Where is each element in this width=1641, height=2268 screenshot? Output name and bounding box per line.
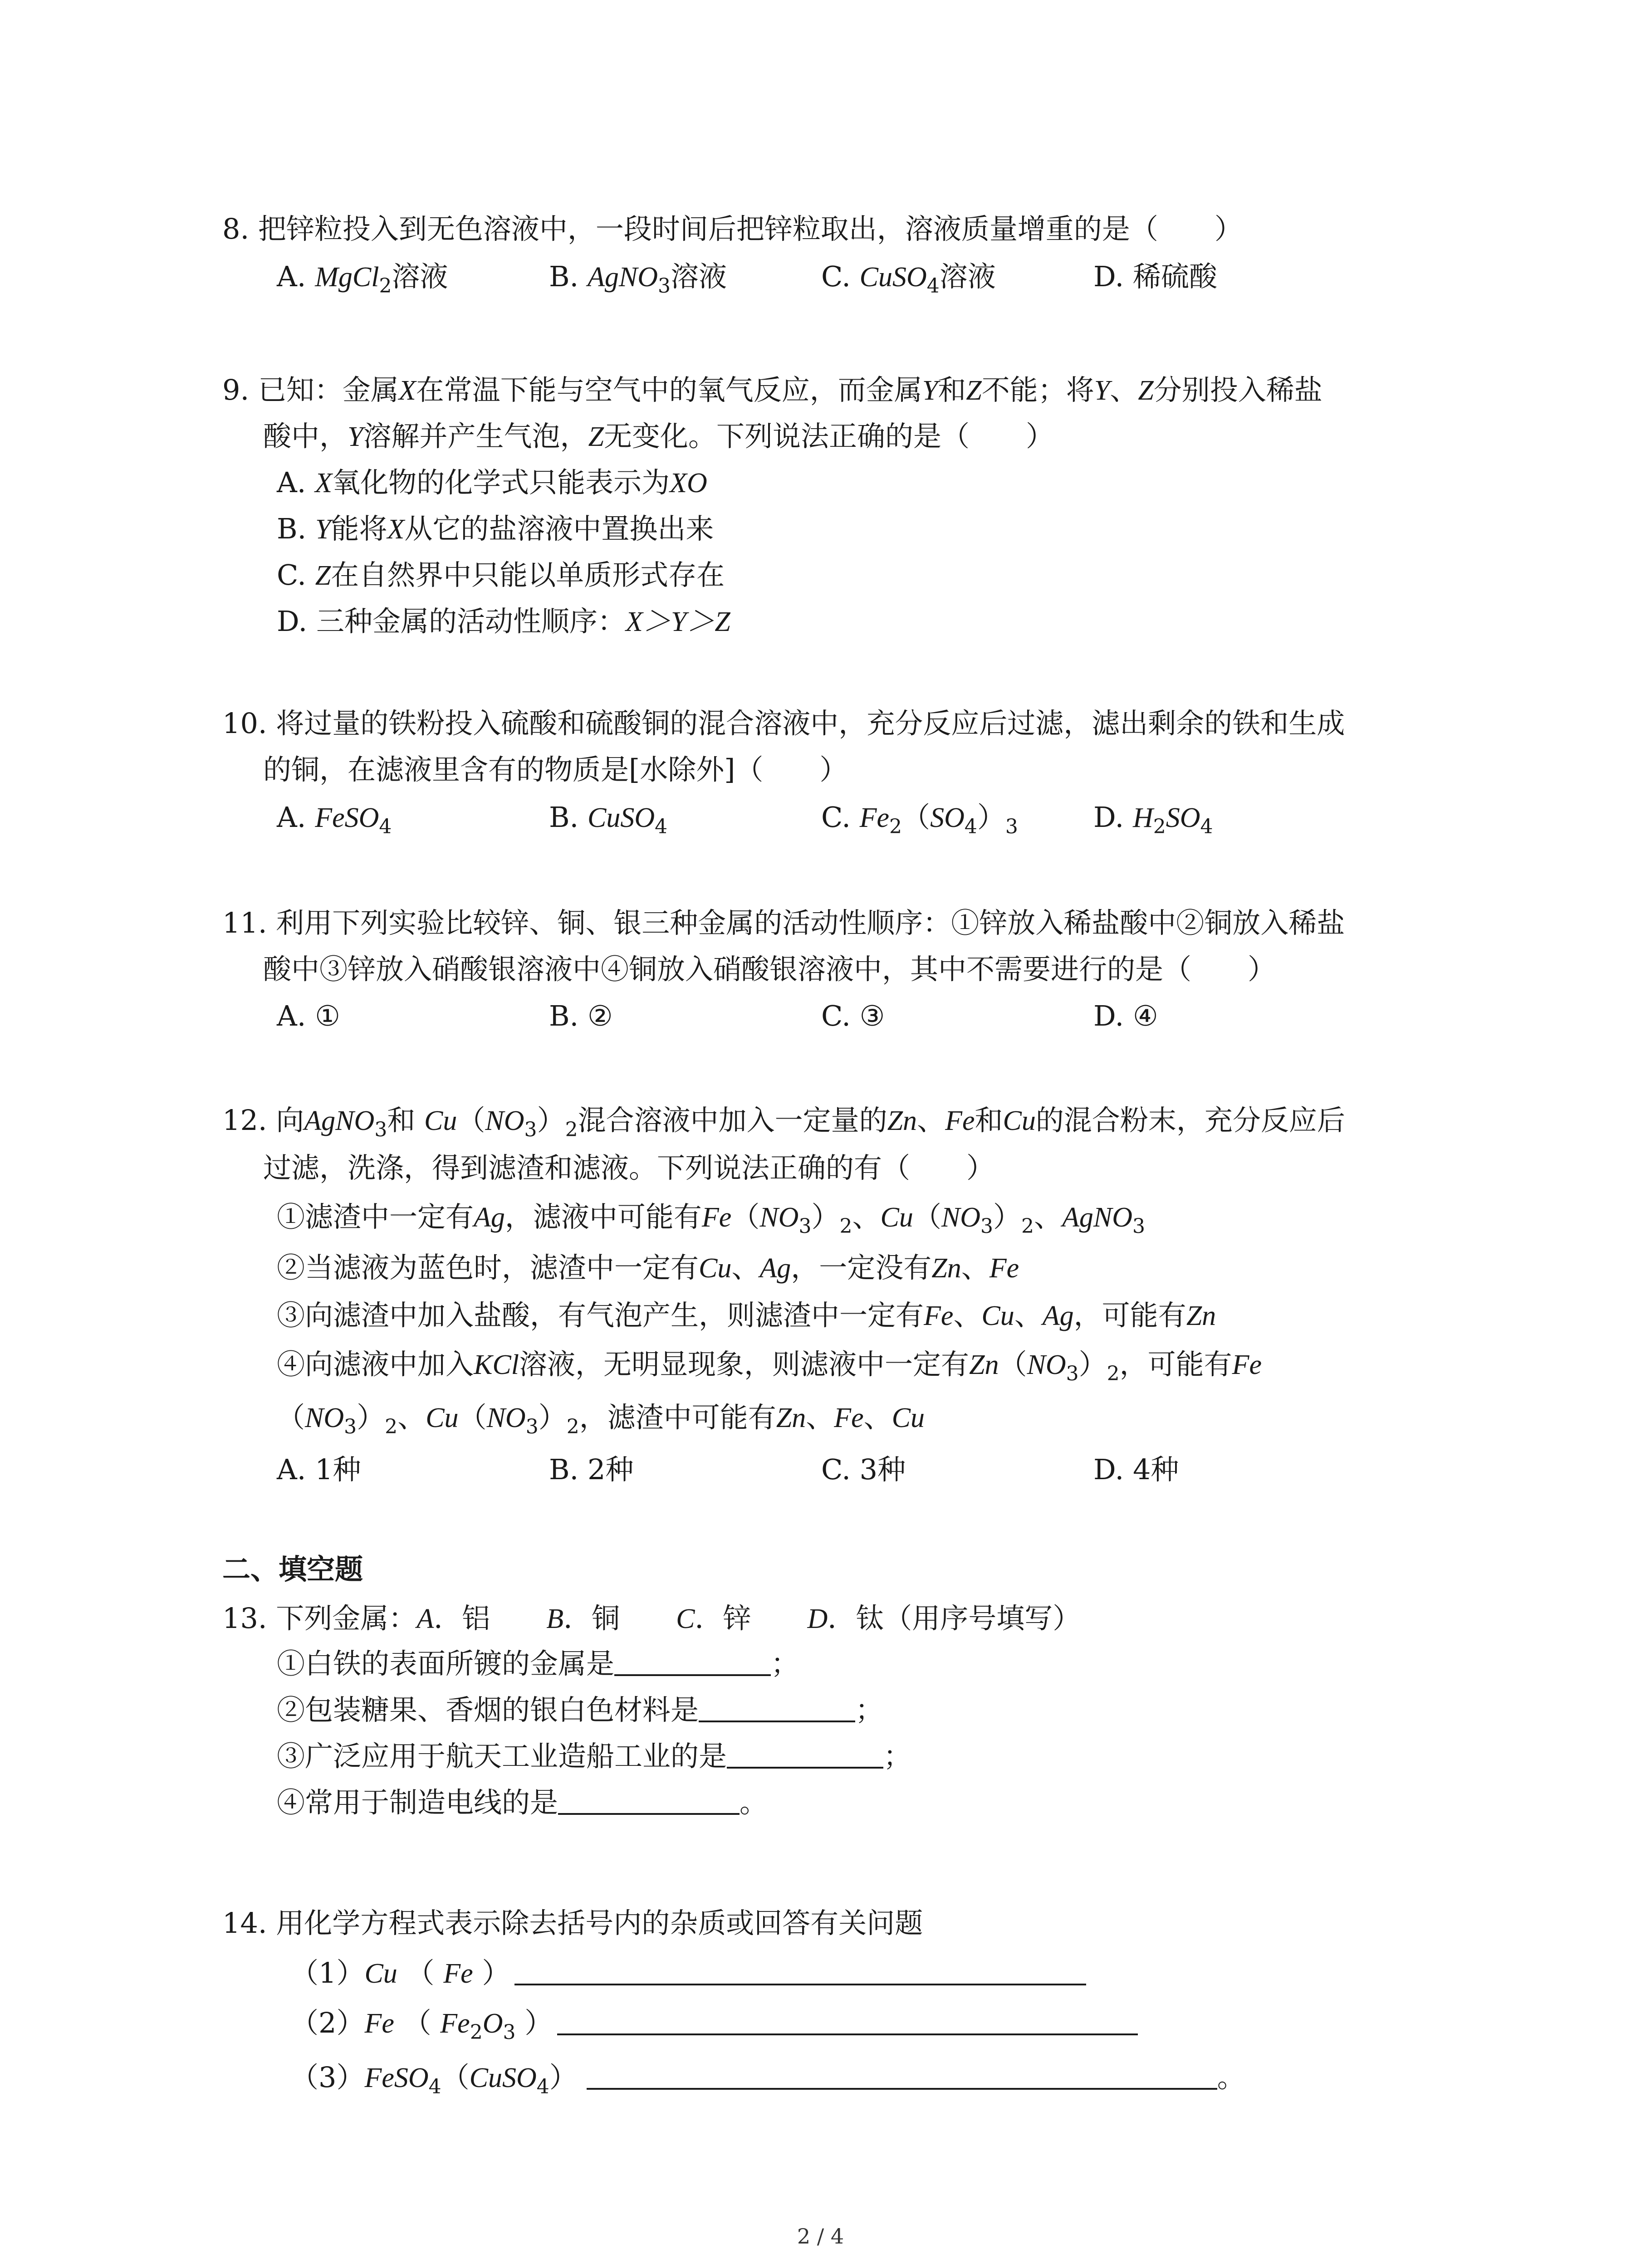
q10-option-d[interactable]: D. $H_2SO_4$ (1093, 801, 1213, 838)
q11-option-b[interactable]: B. ② (549, 999, 613, 1032)
q12-option-d[interactable]: D. 4种 (1093, 1453, 1179, 1486)
q12-statement-4-cont: $(NO_3)_2$、$Cu(NO_3)_2$，滤渣中可能有Zn、Fe、Cu (277, 1401, 925, 1438)
q12-stem-line2: 过滤，洗涤，得到滤渣和滤液。下列说法正确的有（ ） (263, 1151, 995, 1184)
q12-option-c[interactable]: C. 3种 (821, 1453, 906, 1486)
q11-option-d[interactable]: D. ④ (1093, 999, 1158, 1032)
q13-blank-2[interactable] (699, 1694, 855, 1722)
q9-option-d[interactable]: D. 三种金属的活动性顺序：X＞Y＞Z (277, 605, 730, 638)
q10-option-a[interactable]: A. FeSO$_4$ (277, 801, 392, 838)
q13-item-3: ③广泛应用于航天工业造船工业的是 ； (277, 1740, 912, 1773)
q12-statement-3: ③向滤渣中加入盐酸，有气泡产生，则滤渣中一定有Fe、Cu、Ag，可能有Zn (277, 1299, 1216, 1332)
q13-blank-3[interactable] (727, 1740, 883, 1769)
q14-item-2: （2）Fe （ $Fe_2O_3$ ） (290, 2005, 1138, 2042)
q10-stem-line1: 10. 将过量的铁粉投入硫酸和硫酸铜的混合溶液中，充分反应后过滤，滤出剩余的铁和生成 (222, 707, 1345, 740)
q11-stem-line2: 酸中③锌放入硝酸银溶液中④铜放入硝酸银溶液中，其中不需要进行的是（ ） (263, 953, 1276, 986)
section-title: 二、填空题 (222, 1553, 363, 1586)
q8-stem: 8. 把锌粒投入到无色溶液中，一段时间后把锌粒取出，溶液质量增重的是（ ） (222, 212, 1243, 245)
q9-stem-line1: 9. 已知：金属X在常温下能与空气中的氧气反应，而金属Y和Z不能；将Y、Z分别投入稀盐 (222, 373, 1323, 406)
q12-statement-4: ④向滤液中加入KCl溶液，无明显现象，则滤液中一定有$Zn(NO_3)_2$，可能有Fe (277, 1348, 1262, 1385)
q14-item-1: （1）Cu （ Fe ） (290, 1955, 1086, 1992)
q13-stem: 13. 下列金属：A．铝 B．铜 C．锌 D．钛（用序号填写） (222, 1602, 1081, 1635)
q8-option-b[interactable]: B. AgNO$_3$溶液 (549, 260, 727, 298)
q12-statement-1: ①滤渣中一定有Ag，滤液中可能有$Fe(NO_3)_2$、$Cu(NO_3)_2$、AgNO$_3$ (277, 1200, 1146, 1238)
q11-option-a[interactable]: A. ① (277, 999, 340, 1032)
q14-blank-2[interactable] (557, 2007, 1138, 2035)
q8-option-d[interactable]: D. 稀硫酸 (1093, 260, 1217, 293)
q9-stem-line2: 酸中，Y溶解并产生气泡，Z无变化。下列说法正确的是（ ） (263, 420, 1054, 453)
q14-item-3: （3）FeSO$_4$（CuSO$_4$） 。 (290, 2061, 1245, 2098)
q8-option-c[interactable]: C. CuSO$_4$溶液 (821, 260, 996, 298)
page-number: 2 / 4 (797, 2224, 844, 2248)
q14-blank-1[interactable] (514, 1957, 1086, 1985)
q10-option-c[interactable]: C. $Fe_2(SO_4)_3$ (821, 801, 1018, 838)
q10-stem-line2: 的铜，在滤液里含有的物质是[水除外]（ ） (263, 753, 848, 786)
q11-option-c[interactable]: C. ③ (821, 999, 885, 1032)
q9-option-b[interactable]: B. Y能将X从它的盐溶液中置换出来 (277, 512, 714, 545)
q12-option-a[interactable]: A. 1种 (277, 1453, 361, 1486)
q13-blank-4[interactable] (558, 1787, 740, 1815)
q13-item-2: ②包装糖果、香烟的银白色材料是 ； (277, 1693, 884, 1726)
q8-option-a[interactable]: A. MgCl$_2$溶液 (277, 260, 448, 298)
q14-stem: 14. 用化学方程式表示除去括号内的杂质或回答有关问题 (222, 1906, 923, 1940)
q10-option-b[interactable]: B. CuSO$_4$ (549, 801, 668, 838)
q12-statement-2: ②当滤液为蓝色时，滤渣中一定有Cu、Ag，一定没有Zn、Fe (277, 1251, 1019, 1284)
q13-item-4: ④常用于制造电线的是 。 (277, 1786, 768, 1819)
q12-stem-line1: 12. 向AgNO$_3$和 $Cu(NO_3)_2$混合溶液中加入一定量的Zn、Fe和Cu的混合粉末，充分反应后 (222, 1104, 1345, 1141)
q12-option-b[interactable]: B. 2种 (549, 1453, 634, 1486)
q11-stem-line1: 11. 利用下列实验比较锌、铜、银三种金属的活动性顺序：①锌放入稀盐酸中②铜放入稀盐 (222, 906, 1345, 939)
q13-item-1: ①白铁的表面所镀的金属是 ； (277, 1647, 799, 1680)
q13-blank-1[interactable] (614, 1648, 771, 1676)
q9-option-c[interactable]: C. Z在自然界中只能以单质形式存在 (277, 558, 725, 591)
q9-option-a[interactable]: A. X氧化物的化学式只能表示为XO (277, 466, 707, 499)
q14-blank-3[interactable] (587, 2062, 1217, 2090)
